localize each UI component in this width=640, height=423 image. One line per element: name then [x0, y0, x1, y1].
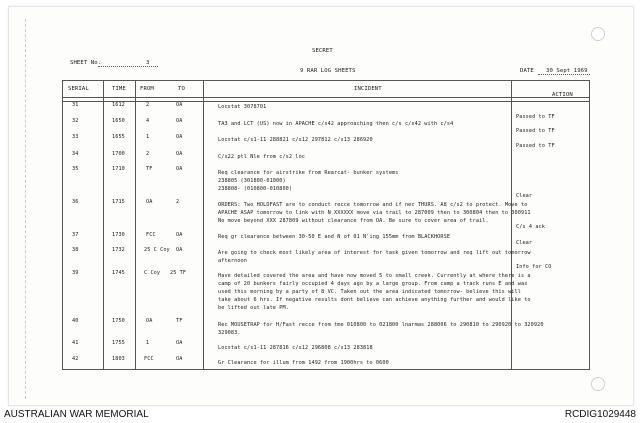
incident-line: Rec MOUSETRAP for H/Fast recce from tme 010800 to 021800 lnarmas 288006 to 290810 to 290920 to 320920 — [218, 322, 544, 328]
incident-line: ORDERS: Two HOLDFAST are to conduct recce tomorrow and if nec THURS. A8 c/s2 to protect. Move to — [218, 202, 528, 208]
serial-cell: 42 — [72, 356, 79, 362]
action-cell: Clear — [516, 193, 533, 199]
column-divider — [103, 81, 104, 369]
from-cell: 25 C Coy — [144, 247, 170, 253]
incident-line: Req clearance for airstrike from Rearcat- bunker systems — [218, 170, 399, 176]
from-cell: TF — [146, 166, 153, 172]
to-cell: OA — [176, 166, 183, 172]
to-cell: OA — [176, 356, 183, 362]
date-line — [538, 74, 590, 75]
incident-line: Have detailed covered the area and have now moved 5 to small creek. Currently at where there is a — [218, 273, 531, 279]
classification-mark: SECRET — [312, 48, 333, 54]
incident-line: C/s22 ptl Nle from c/s2 loc — [218, 154, 306, 160]
from-cell: 2 — [146, 102, 150, 108]
serial-cell: 37 — [72, 232, 79, 238]
incident-line: be lifted out late PM. — [218, 305, 289, 311]
serial-cell: 35 — [72, 166, 79, 172]
serial-cell: 31 — [72, 102, 79, 108]
from-cell: 1 — [146, 134, 150, 140]
incident-line: Req gr clearance between 30-50 E and N of 01 N'ing 155mm from BLACKHORSE — [218, 234, 451, 240]
archive-reference: RCDIG1029448 — [564, 409, 636, 420]
incident-line: used this morning by a party of 8 VC. Taken out the area indicated tomorrow- believe this will — [218, 289, 521, 295]
incident-line: Locstat c/s1-11 288821 c/s12 297812 c/s13 286920 — [218, 137, 373, 143]
to-cell: OA — [176, 340, 183, 346]
incident-line: camp of 20 bunkers fairly occupied 4 days ago by a large group. From camp a track runs E and was — [218, 281, 528, 287]
to-cell: OA — [176, 134, 183, 140]
from-cell: OA — [146, 199, 153, 205]
time-cell: 1732 — [112, 247, 125, 253]
from-cell: 1 — [146, 340, 150, 346]
incident-line: Gr Clearance for illum from 1492 from 1900hrs to 0600 — [218, 360, 389, 366]
from-cell: FCC — [146, 232, 156, 238]
time-cell: 1612 — [112, 102, 125, 108]
incident-line: 238808- (010800-010800) — [218, 186, 293, 192]
log-title: 9 RAR LOG SHEETS — [300, 68, 356, 74]
incident-line: No move beyond XXX 287809 without clearance from OA. Be sure to cover area of trail. — [218, 218, 489, 224]
header-divider — [63, 97, 589, 98]
column-header-incident: INCIDENT — [354, 86, 382, 92]
column-divider — [203, 81, 204, 369]
serial-cell: 41 — [72, 340, 79, 346]
to-cell: 2 — [176, 199, 180, 205]
to-cell: TF — [176, 318, 183, 324]
punch-hole — [591, 377, 605, 391]
column-header-from: FROM — [140, 86, 154, 92]
incident-line: 238805 (301800-01000) — [218, 178, 286, 184]
time-cell: 1730 — [112, 232, 125, 238]
incident-line: APACHE ASAP tomorrow to link with N XXXXXX move via trail to 287009 then to 300804 then to 300911 — [218, 210, 531, 216]
incident-line: Locstat c/s1-11 287816 c/s12 296808 c/s13 283818 — [218, 345, 373, 351]
action-cell: Passed to TF — [516, 114, 555, 120]
to-cell: OA — [176, 151, 183, 157]
column-header-to: TO — [178, 86, 185, 92]
action-cell: Info for CO — [516, 264, 552, 270]
from-cell: FCC — [144, 356, 154, 362]
time-cell: 1655 — [112, 134, 125, 140]
action-cell: Passed to TF — [516, 128, 555, 134]
to-cell: OA — [176, 232, 183, 238]
from-cell: 2 — [146, 151, 150, 157]
time-cell: 1803 — [112, 356, 125, 362]
to-cell: OA — [176, 247, 183, 253]
time-cell: 1715 — [112, 199, 125, 205]
time-cell: 1710 — [112, 166, 125, 172]
time-cell: 1650 — [112, 118, 125, 124]
serial-cell: 36 — [72, 199, 79, 205]
serial-cell: 40 — [72, 318, 79, 324]
to-cell: OA — [176, 118, 183, 124]
time-cell: 1755 — [112, 340, 125, 346]
incident-line: afternoon — [218, 258, 248, 264]
incident-line: Locstat 3078701 — [218, 104, 267, 110]
column-divider — [135, 81, 136, 369]
punch-hole — [591, 27, 605, 41]
incident-line: 329083. — [218, 330, 241, 336]
to-cell: OA — [176, 102, 183, 108]
incident-line: TA3 and LCT (US) now in APACHE c/s42 approaching then c/s c/s42 with c/s4 — [218, 121, 454, 127]
from-cell: 4 — [146, 118, 150, 124]
date-value: 30 Sept 1969 — [546, 68, 588, 74]
column-header-action: ACTION — [552, 92, 573, 98]
from-cell: C Coy — [144, 270, 161, 276]
header-divider — [63, 101, 589, 102]
sheet-number-value: 3 — [146, 60, 150, 66]
to-cell: 25 TF — [170, 270, 187, 276]
fold-line — [25, 19, 27, 399]
archive-credit: AUSTRALIAN WAR MEMORIAL — [4, 409, 149, 420]
serial-cell: 38 — [72, 247, 79, 253]
serial-cell: 32 — [72, 118, 79, 124]
action-cell: C/s 4 ack — [516, 224, 546, 230]
date-label: DATE — [520, 68, 534, 74]
sheet-number-line — [98, 66, 158, 67]
serial-cell: 39 — [72, 270, 79, 276]
from-cell: OA — [146, 318, 153, 324]
action-cell: Passed to TF — [516, 143, 555, 149]
incident-line: take about 6 hrs. If negative results dont believe can achieve anything further and would like to — [218, 297, 531, 303]
column-header-time: TIME — [112, 86, 126, 92]
time-cell: 1745 — [112, 270, 125, 276]
time-cell: 1700 — [112, 151, 125, 157]
sheet-number-label: SHEET No. — [70, 60, 102, 66]
time-cell: 1750 — [112, 318, 125, 324]
incident-line: Are going to check most likely area of interest for task given tomorrow and req lift out tomorrow — [218, 250, 531, 256]
serial-cell: 34 — [72, 151, 79, 157]
column-header-serial: SERIAL — [68, 86, 89, 92]
action-cell: Clear — [516, 240, 533, 246]
serial-cell: 33 — [72, 134, 79, 140]
